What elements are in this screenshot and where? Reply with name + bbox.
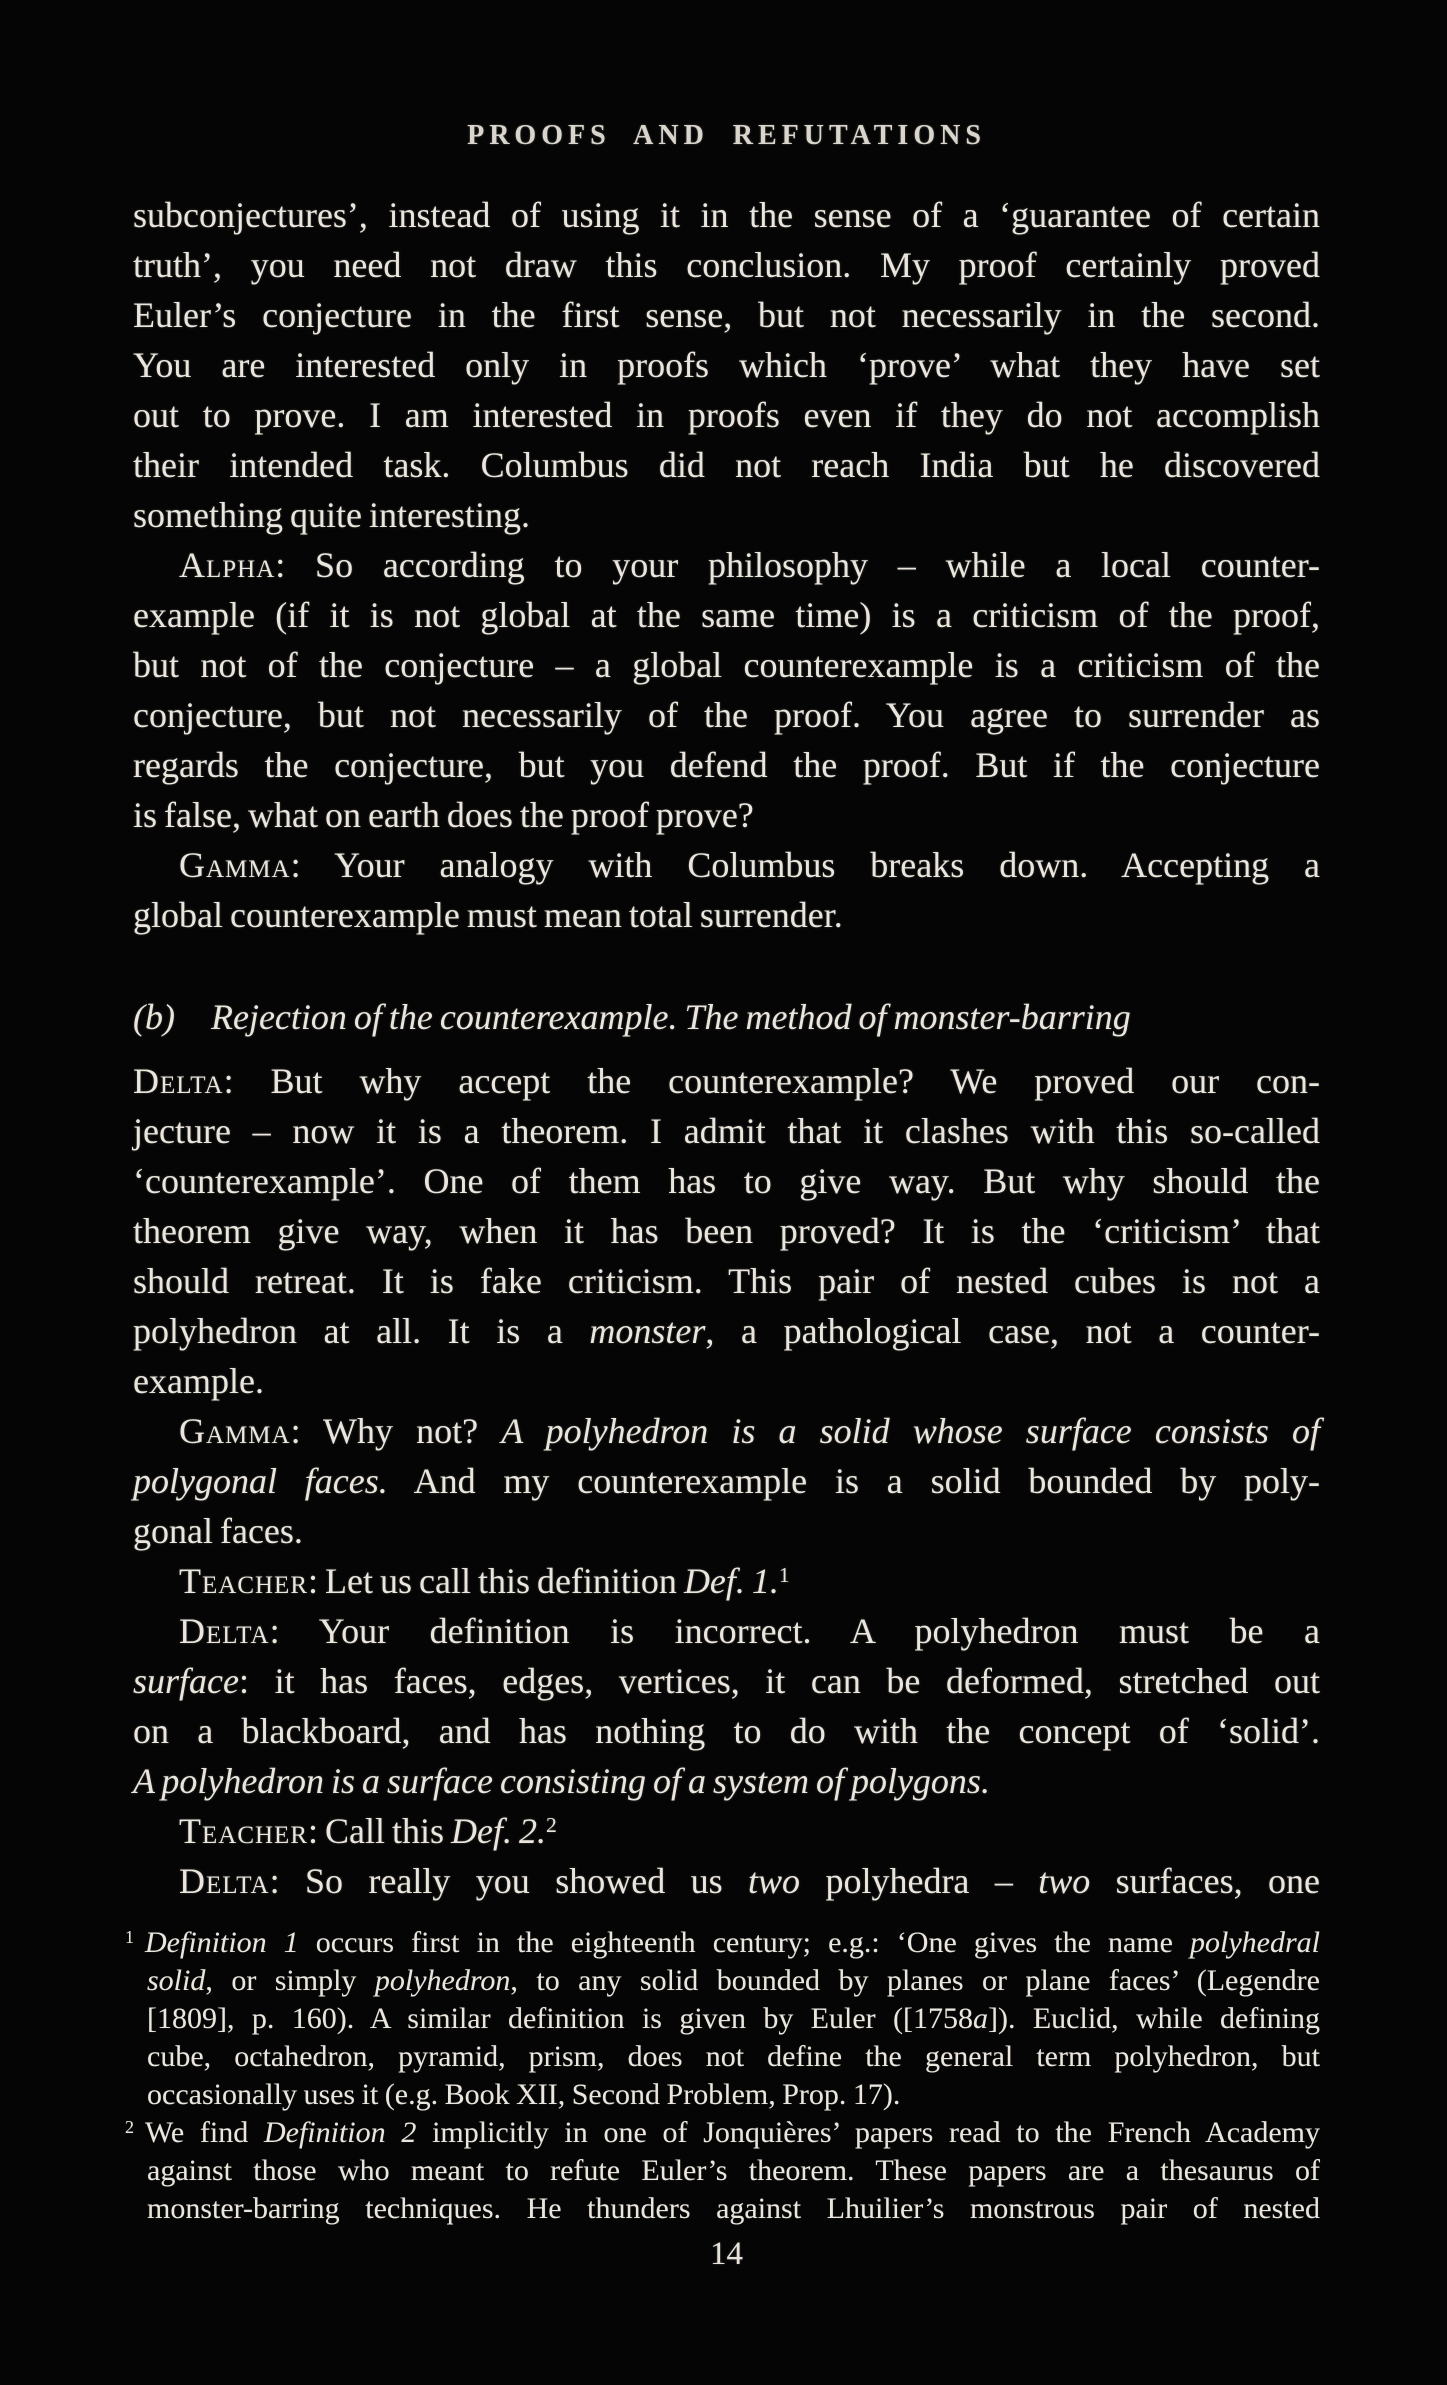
footnote-marker: 1 xyxy=(778,1563,790,1588)
text-line xyxy=(133,590,1320,640)
text-line xyxy=(133,1406,1320,1456)
running-header: PROOFS AND REFUTATIONS xyxy=(467,120,986,151)
text-segment: , a pathological case, not a counter- xyxy=(705,1311,1320,1351)
speaker-name: Teacher xyxy=(179,1811,308,1851)
text-line xyxy=(133,490,1320,540)
text-segment: two xyxy=(1038,1861,1091,1901)
text-segment: conjecture, but not necessarily of the proof. You agree to surrender as xyxy=(133,695,1320,735)
text-segment: (b) Rejection of the counterexample. The method of monster-barring xyxy=(133,997,1131,1037)
text-segment: : Your analogy with Columbus breaks down. Accepting a xyxy=(290,845,1320,885)
text-segment: : Why not? xyxy=(290,1411,502,1451)
text-segment: should retreat. It is fake criticism. This pair of nested cubes is not a xyxy=(133,1261,1320,1301)
dialogue-paragraph-gamma xyxy=(133,840,1320,940)
text-line xyxy=(125,1924,1320,1962)
speaker-name: Delta xyxy=(179,1861,270,1901)
text-line xyxy=(133,1856,1320,1906)
dialogue-paragraph-delta xyxy=(133,1056,1320,1406)
text-segment: , or simply xyxy=(205,1964,375,1997)
text-segment: A polyhedron is a surface consisting of a system of polygons. xyxy=(133,1761,990,1801)
text-segment: polyhedra – xyxy=(800,1861,1039,1901)
text-segment: subconjectures’, instead of using it in the sense of a ‘guarantee of certain xyxy=(133,195,1320,235)
text-segment: but not of the conjecture – a global counterexample is a criticism of the xyxy=(133,645,1320,685)
text-line xyxy=(133,1456,1320,1506)
text-segment: We find xyxy=(145,2116,264,2149)
dialogue-paragraph-teacher xyxy=(133,1806,1320,1856)
text-segment: out to prove. I am interested in proofs even if they do not accomplish xyxy=(133,395,1320,435)
text-line xyxy=(133,1056,1320,1106)
speaker-name: Delta xyxy=(133,1061,224,1101)
text-segment: gonal faces. xyxy=(133,1511,303,1551)
text-line xyxy=(133,1706,1320,1756)
text-line xyxy=(133,840,1320,890)
text-segment: on a blackboard, and has nothing to do with the concept of ‘solid’. xyxy=(133,1711,1320,1751)
text-line xyxy=(133,1156,1320,1206)
speaker-name: Gamma xyxy=(179,845,291,885)
text-line xyxy=(147,2076,1320,2114)
text-line xyxy=(133,1556,1320,1606)
text-segment: cube, octahedron, pyramid, prism, does not define the general term polyhedron, but xyxy=(147,2040,1320,2073)
footnote-1 xyxy=(125,1924,1320,2114)
text-segment: global counterexample must mean total surrender. xyxy=(133,895,843,935)
text-segment: [1809], p. 160). A similar definition is given by Euler ([1758 xyxy=(147,2002,973,2035)
text-segment: polygonal faces. xyxy=(133,1461,388,1501)
text-segment: : So really you showed us xyxy=(269,1861,749,1901)
text-line xyxy=(133,1206,1320,1256)
text-segment: A polyhedron is a solid whose surface consists of xyxy=(501,1411,1321,1451)
text-segment: : it has faces, edges, vertices, it can be deformed, stretched out xyxy=(238,1661,1320,1701)
text-line xyxy=(133,340,1320,390)
page-number: 14 xyxy=(710,2236,743,2272)
text-segment: Def. 1. xyxy=(683,1561,779,1601)
text-segment: Euler’s conjecture in the first sense, but not necessarily in the second. xyxy=(133,295,1320,335)
text-line xyxy=(133,1256,1320,1306)
dialogue-paragraph-gamma xyxy=(133,1406,1320,1556)
text-line xyxy=(133,440,1320,490)
text-line xyxy=(133,690,1320,740)
text-line xyxy=(133,390,1320,440)
dialogue-paragraph-alpha xyxy=(133,540,1320,840)
text-line xyxy=(133,790,1320,840)
text-segment: Definition 2 xyxy=(263,2116,417,2149)
text-line xyxy=(125,2114,1321,2152)
text-segment: surfaces, one xyxy=(1090,1861,1320,1901)
text-line xyxy=(147,2038,1320,2076)
text-line xyxy=(133,1756,1320,1806)
text-line xyxy=(133,240,1320,290)
text-segment: polyhedron xyxy=(374,1964,511,1997)
opening-paragraph xyxy=(133,190,1320,540)
footnote-marker: 1 xyxy=(125,1927,134,1947)
text-segment: Def. 2. xyxy=(451,1811,546,1851)
text-segment: monster xyxy=(589,1311,706,1351)
text-segment: : Call this xyxy=(308,1811,452,1851)
text-segment: two xyxy=(748,1861,801,1901)
speaker-name: Gamma xyxy=(179,1411,291,1451)
text-segment: occurs first in the eighteenth century; e.g.: ‘One gives the name xyxy=(298,1926,1191,1959)
footnote-2 xyxy=(125,2114,1321,2228)
text-segment: jecture – now it is a theorem. I admit that it clashes with this so-called xyxy=(133,1111,1320,1151)
text-segment: their intended task. Columbus did not reach India but he discovered xyxy=(133,445,1320,485)
footnote-marker: 2 xyxy=(546,1813,557,1838)
text-line xyxy=(133,190,1320,240)
text-segment: Definition 1 xyxy=(145,1926,299,1959)
text-segment: : Let us call this definition xyxy=(308,1561,684,1601)
text-segment: You are interested only in proofs which ‘prove’ what they have set xyxy=(133,345,1320,385)
text-line xyxy=(133,1656,1320,1706)
text-segment: : But why accept the counterexample? We proved our con- xyxy=(223,1061,1320,1101)
text-segment: , to any solid bounded by planes or plane faces’ (Legendre xyxy=(510,1964,1320,1997)
text-segment: occasionally uses it (e.g. Book XII, Second Problem, Prop. 17). xyxy=(147,2078,901,2111)
text-line xyxy=(133,290,1320,340)
text-segment: example (if it is not global at the same time) is a criticism of the proof, xyxy=(133,595,1320,635)
text-segment: : So according to your philosophy – while a local counter- xyxy=(275,545,1320,585)
text-segment: is false, what on earth does the proof prove? xyxy=(133,795,754,835)
text-line xyxy=(133,1306,1320,1356)
text-line xyxy=(133,540,1320,590)
text-segment: a xyxy=(973,2002,988,2035)
text-segment: surface xyxy=(133,1661,239,1701)
text-segment: ]). Euclid, while defining xyxy=(988,2002,1320,2035)
speaker-name: Delta xyxy=(179,1611,270,1651)
dialogue-paragraph-delta xyxy=(133,1856,1320,1906)
text-line xyxy=(133,992,1320,1042)
text-line xyxy=(147,2152,1320,2190)
footnote-marker: 2 xyxy=(125,2117,134,2137)
footnotes xyxy=(125,1924,1321,2228)
text-line xyxy=(147,2000,1320,2038)
text-segment: truth’, you need not draw this conclusion. My proof certainly proved xyxy=(133,245,1320,285)
dialogue-paragraph-teacher xyxy=(133,1556,1320,1606)
text-line xyxy=(133,1356,1320,1406)
body-text xyxy=(125,190,1321,2228)
text-line xyxy=(133,640,1320,690)
text-line xyxy=(147,2190,1320,2228)
section-heading xyxy=(133,992,1320,1042)
text-line xyxy=(133,890,1320,940)
text-segment: polyhedron at all. It is a xyxy=(133,1311,590,1351)
text-segment: example. xyxy=(133,1361,264,1401)
text-segment: regards the conjecture, but you defend the proof. But if the conjecture xyxy=(133,745,1320,785)
text-line xyxy=(133,1106,1320,1156)
text-segment: polyhedral xyxy=(1190,1926,1320,1959)
text-line xyxy=(133,1606,1320,1656)
text-segment: solid xyxy=(147,1964,206,1997)
text-line xyxy=(147,1962,1320,2000)
text-line xyxy=(133,1806,1320,1856)
text-segment: against those who meant to refute Euler’s theorem. These papers are a thesaurus of xyxy=(147,2154,1320,2187)
text-line xyxy=(133,1506,1320,1556)
speaker-name: Teacher xyxy=(179,1561,308,1601)
text-segment: something quite interesting. xyxy=(133,495,530,535)
text-segment: : Your definition is incorrect. A polyhedron must be a xyxy=(269,1611,1320,1651)
text-segment: implicitly in one of Jonquières’ papers read to the French Academy xyxy=(416,2116,1321,2149)
text-line xyxy=(133,740,1320,790)
text-segment: And my counterexample is a solid bounded by poly- xyxy=(387,1461,1321,1501)
text-segment: ‘counterexample’. One of them has to give way. But why should the xyxy=(133,1161,1320,1201)
text-segment: theorem give way, when it has been proved? It is the ‘criticism’ that xyxy=(133,1211,1320,1251)
text-segment: monster-barring techniques. He thunders against Lhuilier’s monstrous pair of nested xyxy=(147,2192,1320,2225)
speaker-name: Alpha xyxy=(179,545,276,585)
dialogue-paragraph-delta xyxy=(133,1606,1320,1806)
